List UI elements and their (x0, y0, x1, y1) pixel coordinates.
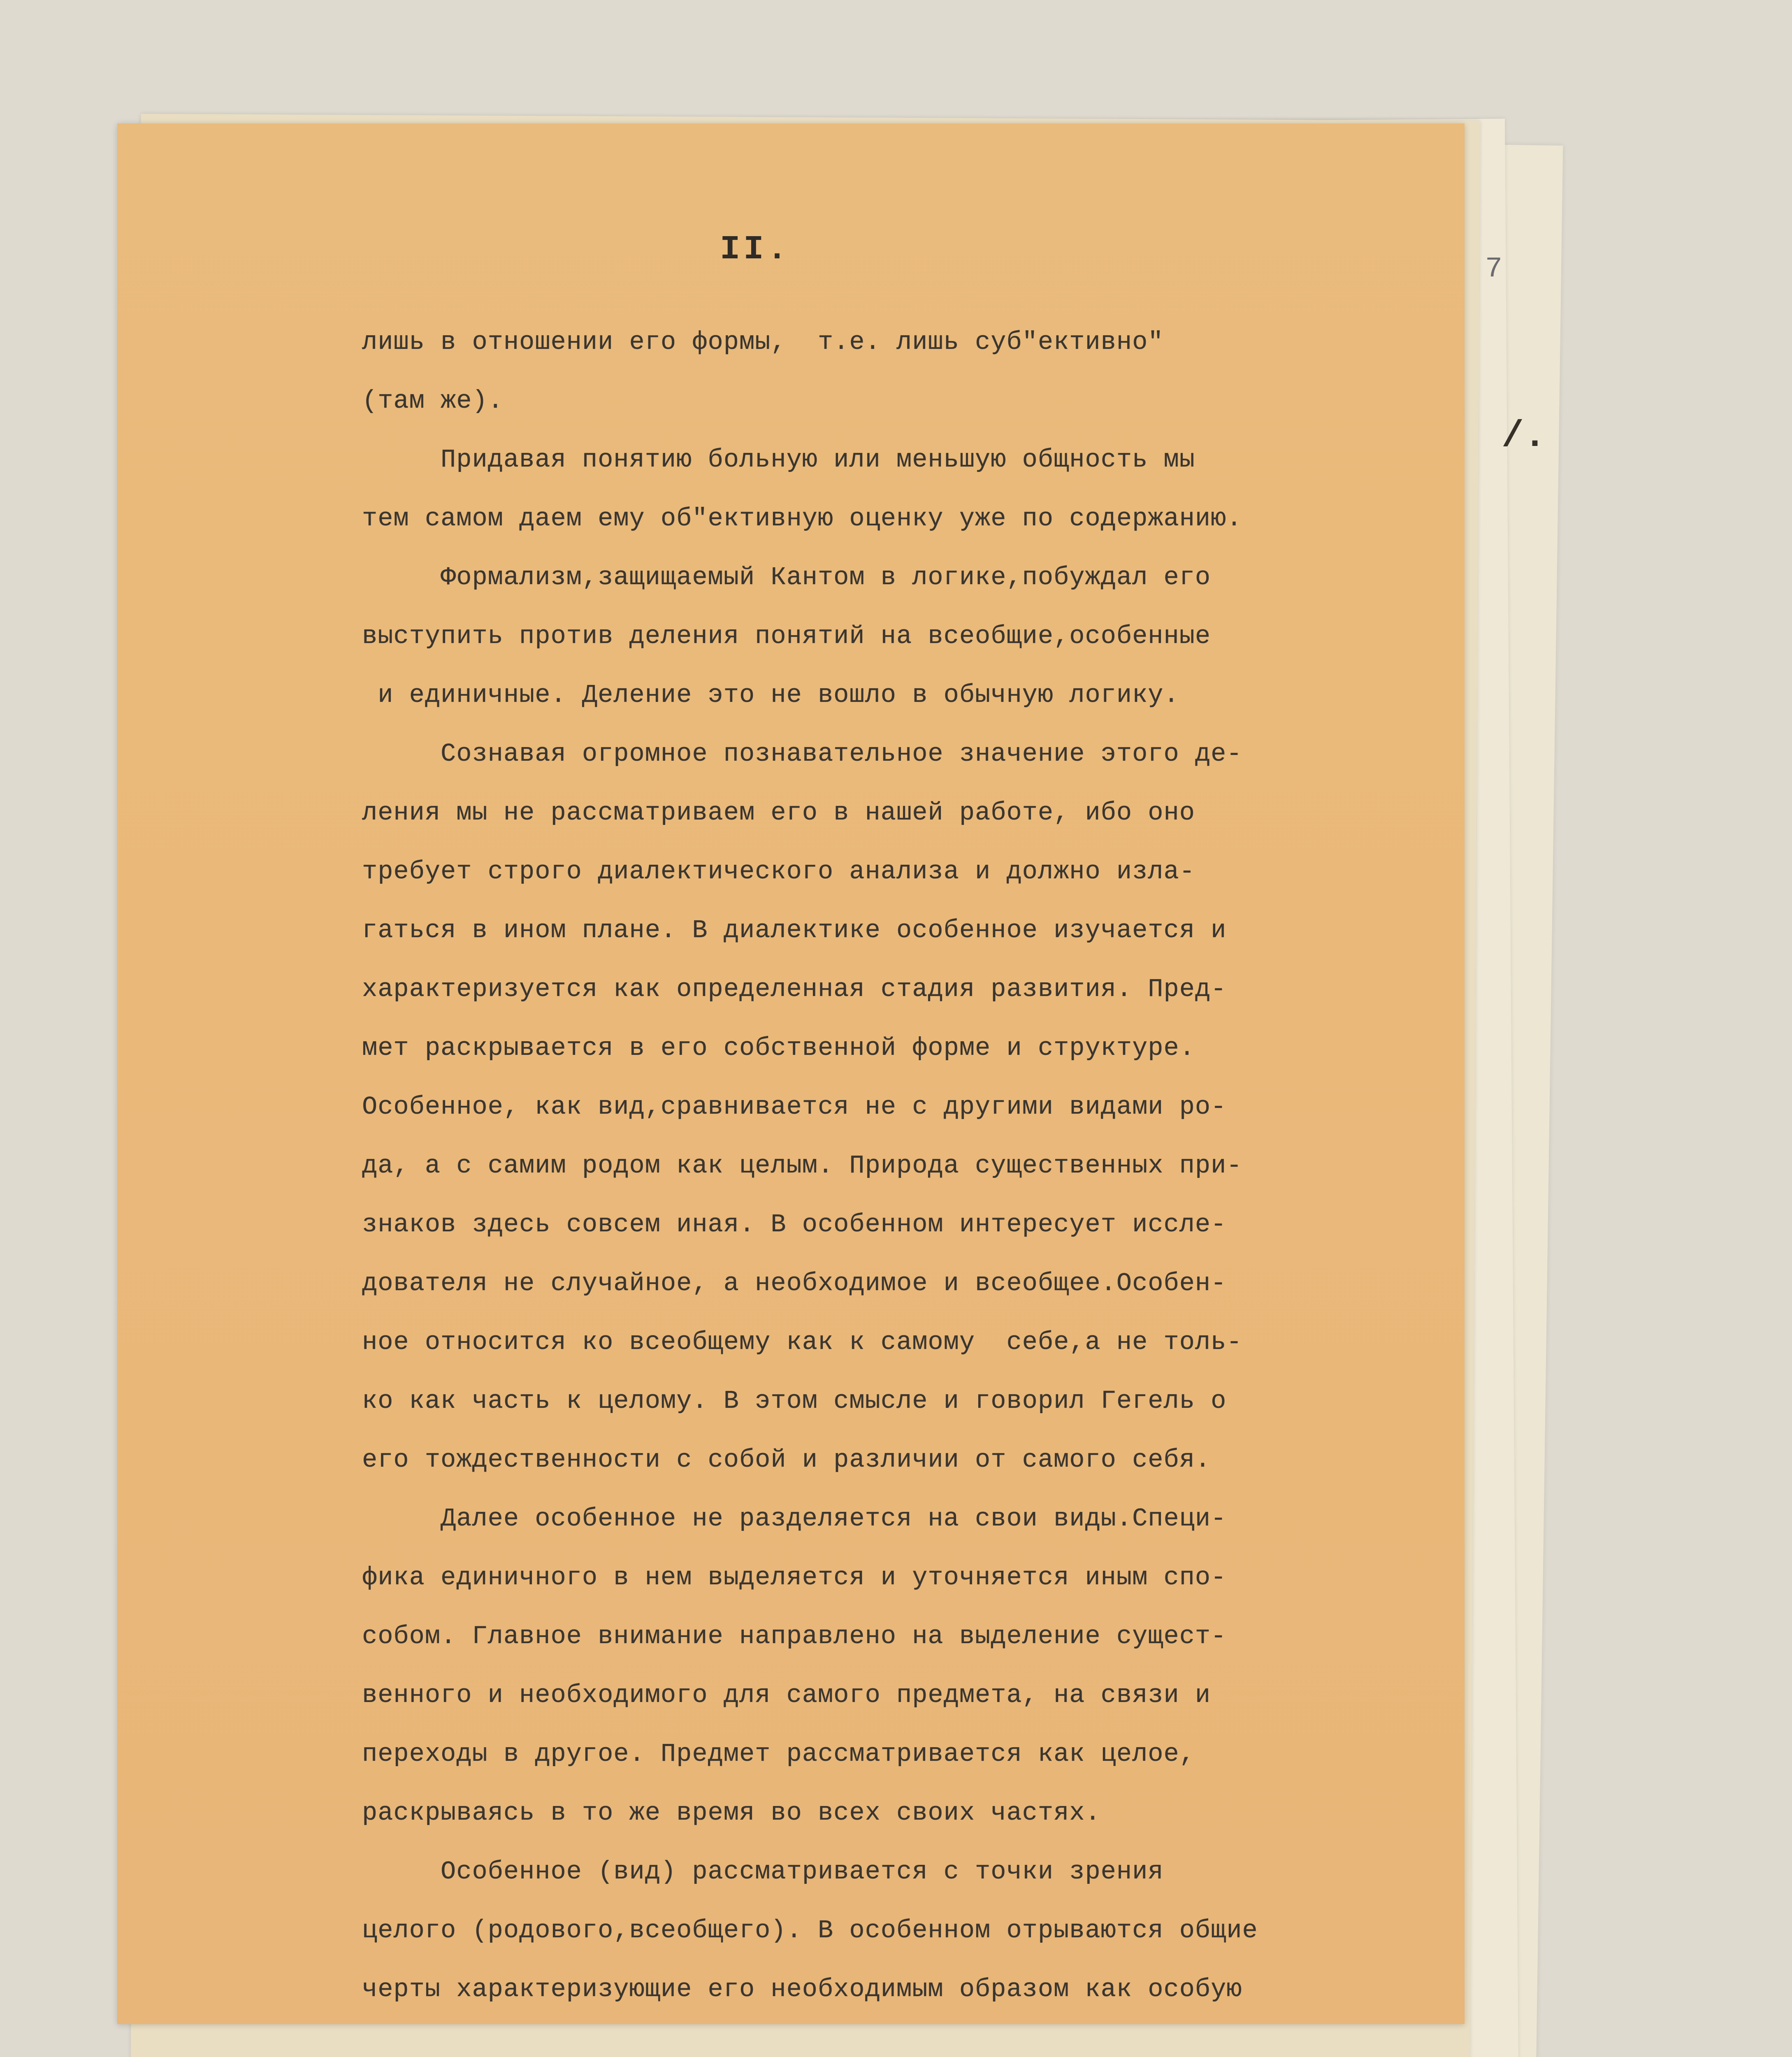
text-line: (там же). (362, 386, 504, 416)
text-line: тем самом даем ему об"ективную оценку уже по содержанию. (362, 504, 1242, 533)
text-line: раскрываясь в то же время во всех своих частях. (362, 1798, 1101, 1827)
text-line: характеризуется как определенная стадия развития. Пред- (362, 975, 1227, 1004)
text-line: и единичные. Деление это не вошло в обычную логику. (362, 680, 1179, 710)
text-line: черты характеризующие его необходимым образом как особую (362, 1975, 1242, 2004)
text-line: гаться в ином плане. В диалектике особенное изучается и (362, 916, 1227, 945)
text-line: ное относится ко всеобщему как к самому себе,а не толь- (362, 1328, 1242, 1357)
text-line: собом. Главное внимание направлено на выделение сущест- (362, 1622, 1227, 1651)
corner-mark: 7 (1485, 253, 1503, 286)
text-line: выступить против деления понятий на всеобщие,особенные (362, 622, 1211, 651)
text-line: фика единичного в нем выделяется и уточняется иным спо- (362, 1563, 1227, 1592)
text-line: ко как часть к целому. В этом смысле и говорил Гегель о (362, 1386, 1227, 1416)
text-line: его тождественности с собой и различии от самого себя. (362, 1445, 1211, 1474)
text-line: дователя не случайное, а необходимое и всеобщее.Особен- (362, 1269, 1227, 1298)
text-line: переходы в другое. Предмет рассматривается как целое, (362, 1739, 1195, 1769)
text-line: требует строго диалектического анализа и должно изла- (362, 857, 1195, 886)
text-line: да, а с самим родом как целым. Природа существенных при- (362, 1151, 1242, 1180)
text-line: Особенное (вид) рассматривается с точки зрения (362, 1857, 1164, 1886)
text-line: Особенное, как вид,сравнивается не с другими видами ро- (362, 1092, 1227, 1121)
text-line: Придавая понятию больную или меньшую общность мы (362, 445, 1195, 474)
edge-mark: /. (1502, 416, 1546, 457)
text-line: венного и необходимого для самого предмета, на связи и (362, 1681, 1211, 1710)
text-line: Далее особенное не разделяется на свои виды.Специ- (362, 1504, 1227, 1533)
text-line: ления мы не рассматриваем его в нашей работе, ибо оно (362, 798, 1195, 827)
page-number: II. (720, 230, 791, 269)
typed-text-body (362, 313, 1440, 2019)
text-line: целого (родового,всеобщего). В особенном отрываются общие (362, 1916, 1258, 1945)
text-line: мет раскрывается в его собственной форме и структуре. (362, 1033, 1195, 1063)
text-line: знаков здесь совсем иная. В особенном интересует иссле- (362, 1210, 1227, 1239)
text-line: лишь в отношении его формы, т.е. лишь суб"ективно" (362, 327, 1164, 357)
text-line: Формализм,защищаемый Кантом в логике,побуждал его (362, 563, 1211, 592)
text-line: Сознавая огромное познавательное значение этого де- (362, 739, 1242, 768)
